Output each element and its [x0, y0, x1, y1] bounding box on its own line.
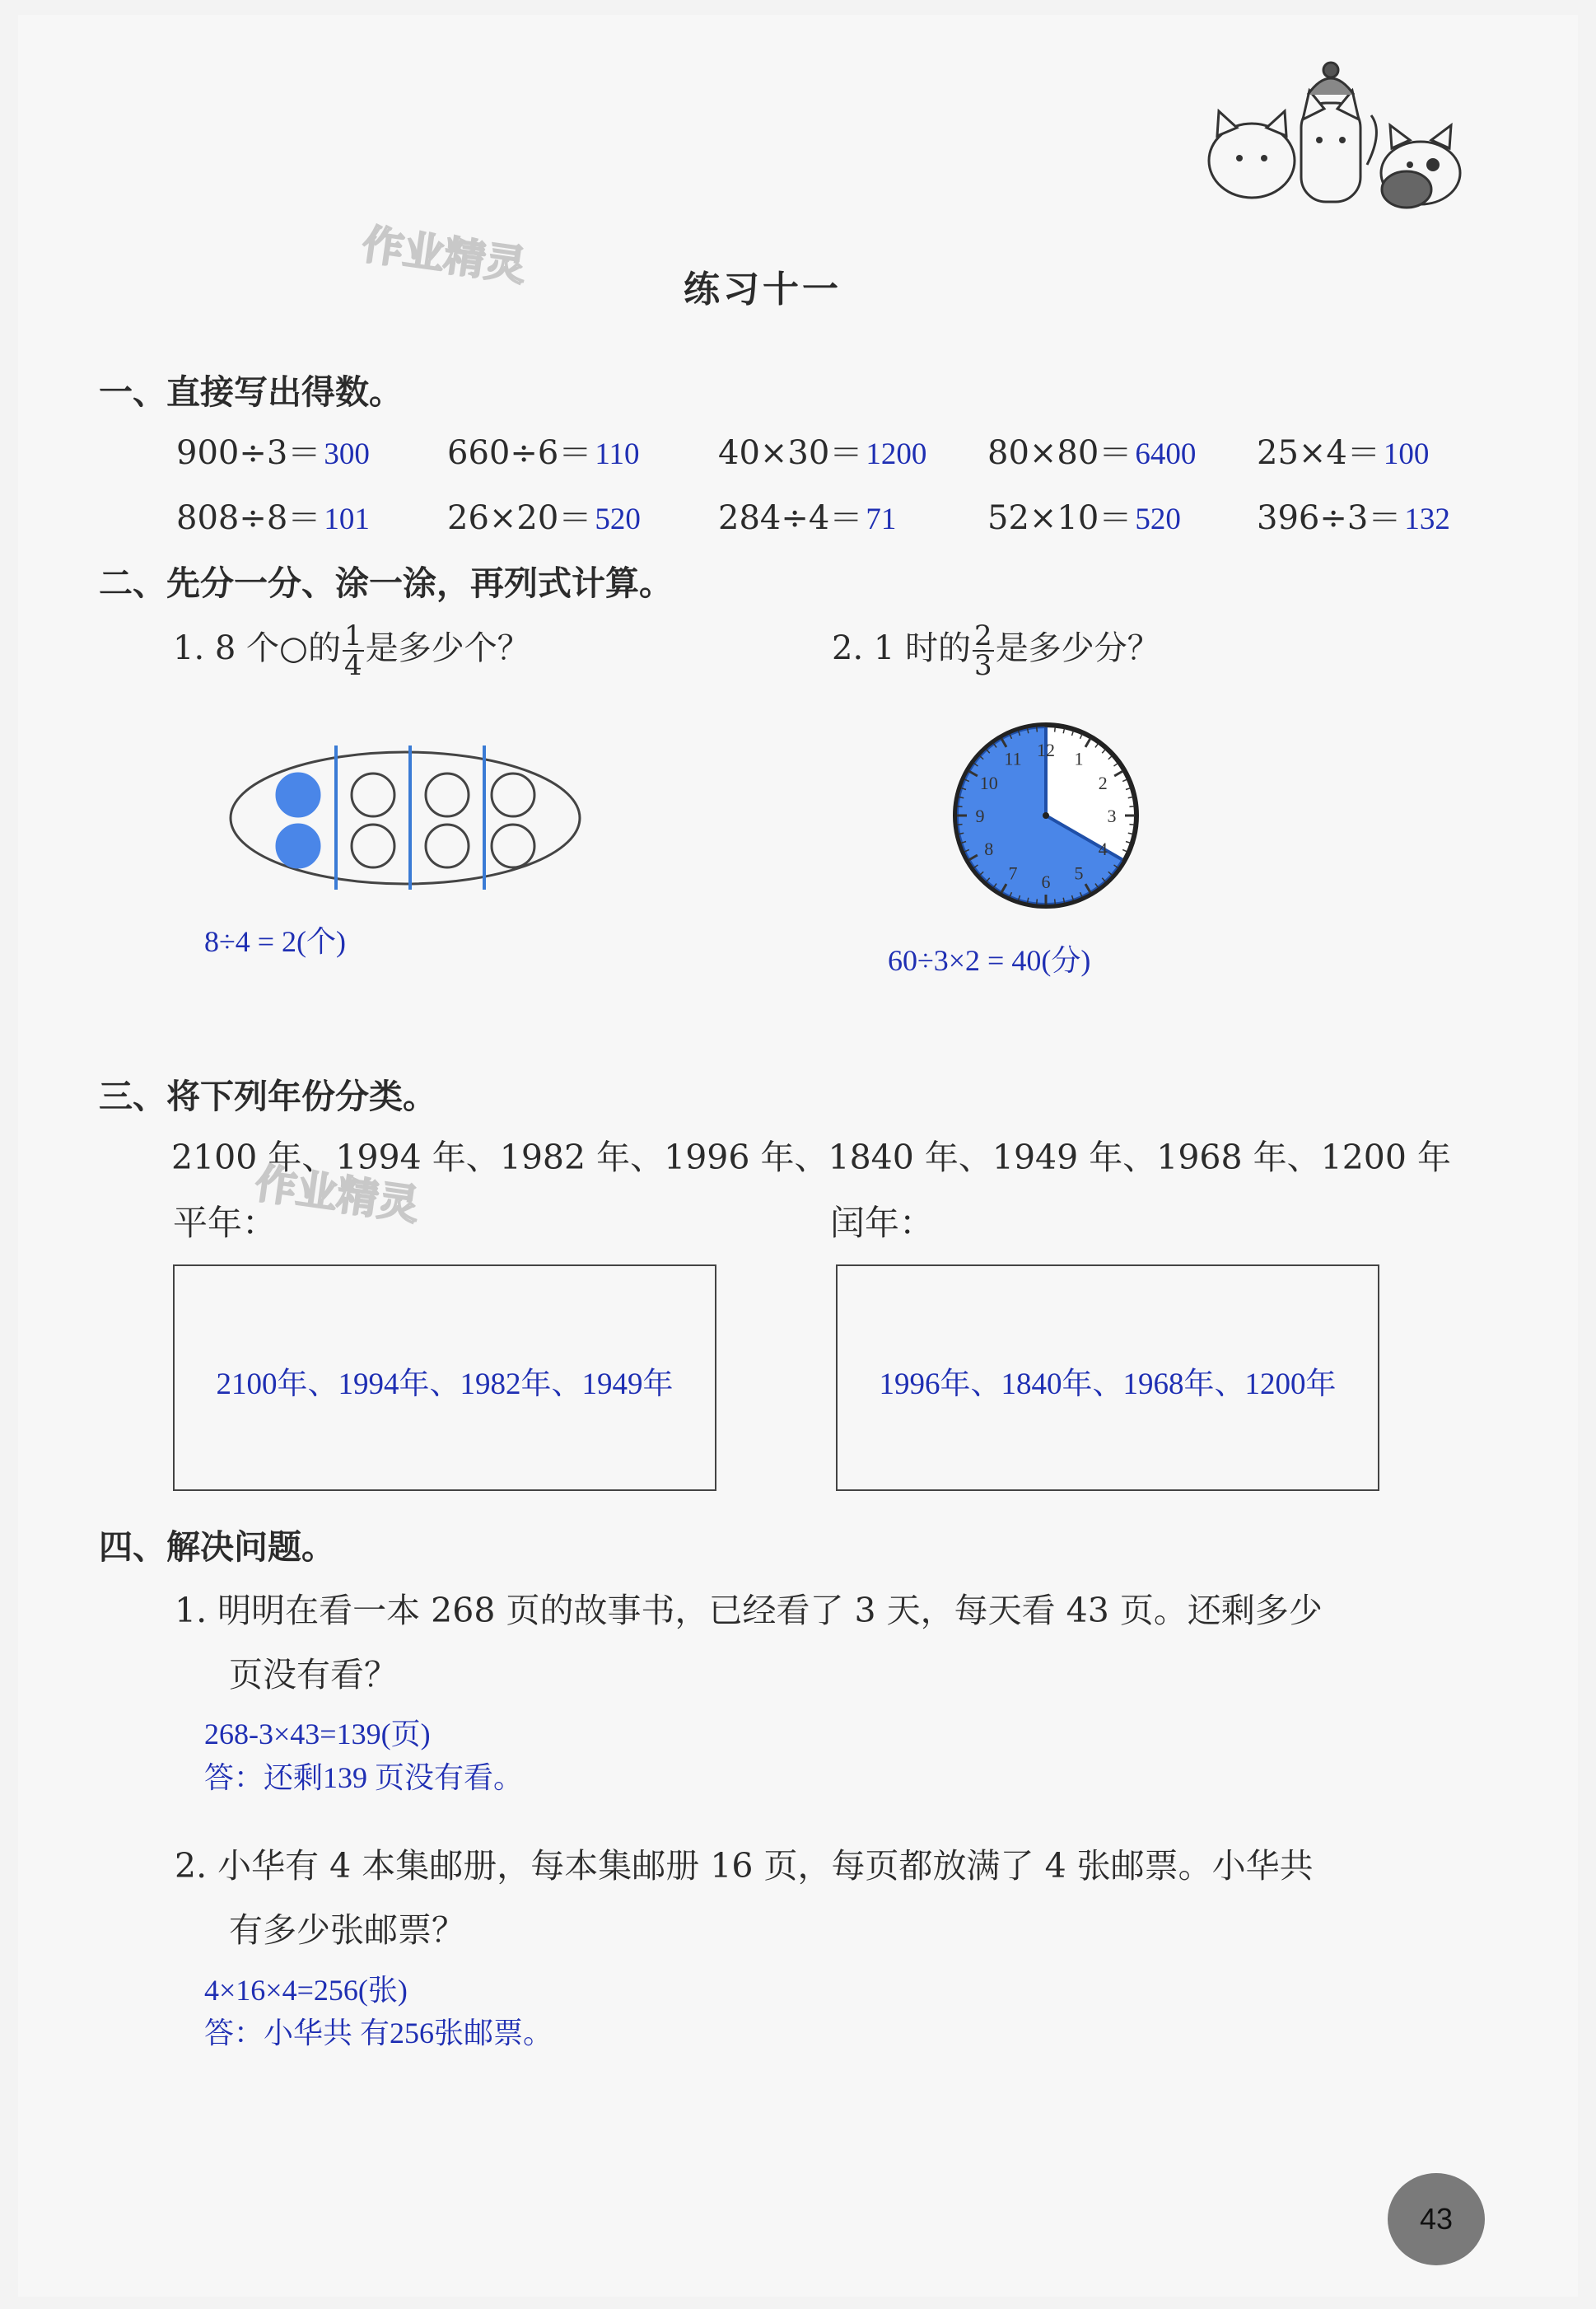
problem-2-conclusion: 答：小华共 有256张邮票。	[204, 2017, 553, 2050]
fraction-numerator: 1	[343, 619, 362, 652]
clock-number: 12	[1037, 740, 1055, 760]
problem-2-line-1: 2. 小华有 4 本集邮册，每本集邮册 16 页，每页都放满了 4 张邮票。小华共	[175, 1846, 1314, 1886]
equation-answer: 520	[595, 502, 641, 536]
problem-1-line-2: 页没有看？	[229, 1655, 398, 1694]
equation-question: 660÷6＝	[447, 434, 592, 472]
equation-answer: 71	[866, 502, 897, 536]
clock-tick	[958, 806, 963, 807]
clock-number: 6	[1041, 872, 1051, 892]
clock-tick	[1037, 727, 1038, 732]
years-list: 2100 年、1994 年、1982 年、1996 年、1840 年、1949 年、1968 年、1200 年	[171, 1138, 1451, 1177]
leap-year-label: 闰年：	[830, 1203, 935, 1243]
equation-answer: 520	[1135, 502, 1181, 536]
equation-question: 396÷3＝	[1257, 499, 1402, 537]
equation-question: 40×30＝	[718, 434, 863, 472]
page-title: 练习十一	[684, 269, 842, 311]
section-heading-3: 三、将下列年份分类。	[99, 1077, 436, 1116]
equation-answer: 132	[1404, 502, 1450, 536]
leap-year-box	[836, 1264, 1379, 1491]
equation-2	[447, 427, 639, 474]
question-text: 是多少个？	[365, 629, 530, 667]
problem-1-line-1: 1. 明明在看一本 268 页的故事书，已经看了 3 天，每天看 43 页。还剩多少	[175, 1591, 1323, 1630]
fraction-question-2	[832, 619, 1160, 682]
empty-circle	[426, 825, 469, 867]
clock-number: 3	[1107, 806, 1117, 826]
empty-circle	[352, 774, 394, 816]
equation-7	[447, 492, 641, 539]
clock-number: 10	[979, 773, 998, 793]
clock-number: 8	[984, 839, 994, 859]
answer-q2-1: 8÷4 = 2(个)	[204, 925, 347, 958]
equation-answer: 100	[1383, 437, 1430, 471]
clock-number: 9	[975, 806, 985, 826]
question-text: 2. 1 时的	[832, 629, 972, 667]
empty-circle	[426, 774, 469, 816]
problem-2-line-2: 有多少张邮票？	[229, 1910, 465, 1950]
question-text: 是多少分？	[995, 629, 1160, 667]
page-number-badge	[1388, 2173, 1485, 2265]
oval-outline	[231, 752, 580, 884]
equation-question: 808÷8＝	[176, 499, 321, 537]
equation-6	[176, 492, 370, 539]
equation-answer: 101	[324, 502, 370, 536]
common-year-answer: 2100年、1994年、1982年、1949年	[216, 1367, 674, 1401]
problem-1-conclusion: 答：还剩139 页没有看。	[204, 1761, 524, 1794]
empty-circle	[492, 825, 534, 867]
clock-number: 7	[1008, 862, 1018, 884]
question-text: 1. 8 个○的	[173, 629, 341, 667]
equation-9	[987, 492, 1181, 539]
fraction-numerator: 2	[974, 619, 992, 652]
equation-5	[1257, 427, 1429, 474]
watermark: 作业精灵	[359, 220, 530, 291]
page-number: 43	[1419, 2202, 1454, 2236]
equation-answer: 1200	[866, 437, 927, 471]
shaded-circle	[277, 825, 320, 867]
clock-number: 1	[1074, 748, 1084, 769]
clock-diagram	[947, 717, 1145, 914]
section-heading-2: 二、先分一分、涂一涂，再列式计算。	[99, 563, 673, 603]
section-heading-4: 四、解决问题。	[99, 1527, 335, 1567]
equation-answer: 300	[324, 437, 370, 471]
equation-answer: 6400	[1135, 437, 1197, 471]
empty-circle	[492, 774, 534, 816]
problem-1-answer: 268-3×43=139(页)	[204, 1718, 431, 1750]
clock-number: 11	[1004, 748, 1022, 769]
empty-circle	[352, 825, 394, 867]
equation-question: 80×80＝	[987, 434, 1132, 472]
cartoon-cats-illustration	[1194, 58, 1491, 214]
clock-tick	[1055, 899, 1056, 904]
clock-tick	[1037, 899, 1038, 904]
common-year-box	[173, 1264, 716, 1491]
clock-number: 4	[1098, 839, 1108, 859]
fraction-denominator: 4	[343, 649, 362, 682]
shaded-circle	[277, 774, 320, 816]
equation-8	[718, 492, 896, 539]
equation-answer: 110	[595, 437, 640, 471]
clock-number: 2	[1098, 773, 1108, 793]
watermark: 作业精灵	[252, 1159, 422, 1230]
leap-year-answer: 1996年、1840年、1968年、1200年	[879, 1367, 1337, 1401]
answer-q2-2: 60÷3×2 = 40(分)	[888, 944, 1091, 977]
clock-tick	[1129, 806, 1134, 807]
problem-2-answer: 4×16×4=256(张)	[204, 1974, 408, 2007]
equation-question: 284÷4＝	[718, 499, 863, 537]
equation-question: 25×4＝	[1257, 434, 1380, 472]
equation-question: 26×20＝	[447, 499, 592, 537]
equation-10	[1257, 492, 1450, 539]
section-heading-1: 一、直接写出得数。	[99, 372, 403, 412]
fraction	[343, 619, 364, 682]
circles-oval-diagram	[222, 737, 593, 902]
fraction-question-1	[173, 619, 530, 682]
equation-1	[176, 427, 370, 474]
clock-tick	[1055, 727, 1056, 732]
clock-number: 5	[1074, 862, 1084, 884]
equation-question: 52×10＝	[987, 499, 1132, 537]
equation-3	[718, 427, 926, 474]
common-year-label: 平年：	[173, 1203, 278, 1243]
fraction-denominator: 3	[974, 649, 992, 682]
equation-4	[987, 427, 1196, 474]
equation-question: 900÷3＝	[176, 434, 321, 472]
fraction	[973, 619, 994, 682]
